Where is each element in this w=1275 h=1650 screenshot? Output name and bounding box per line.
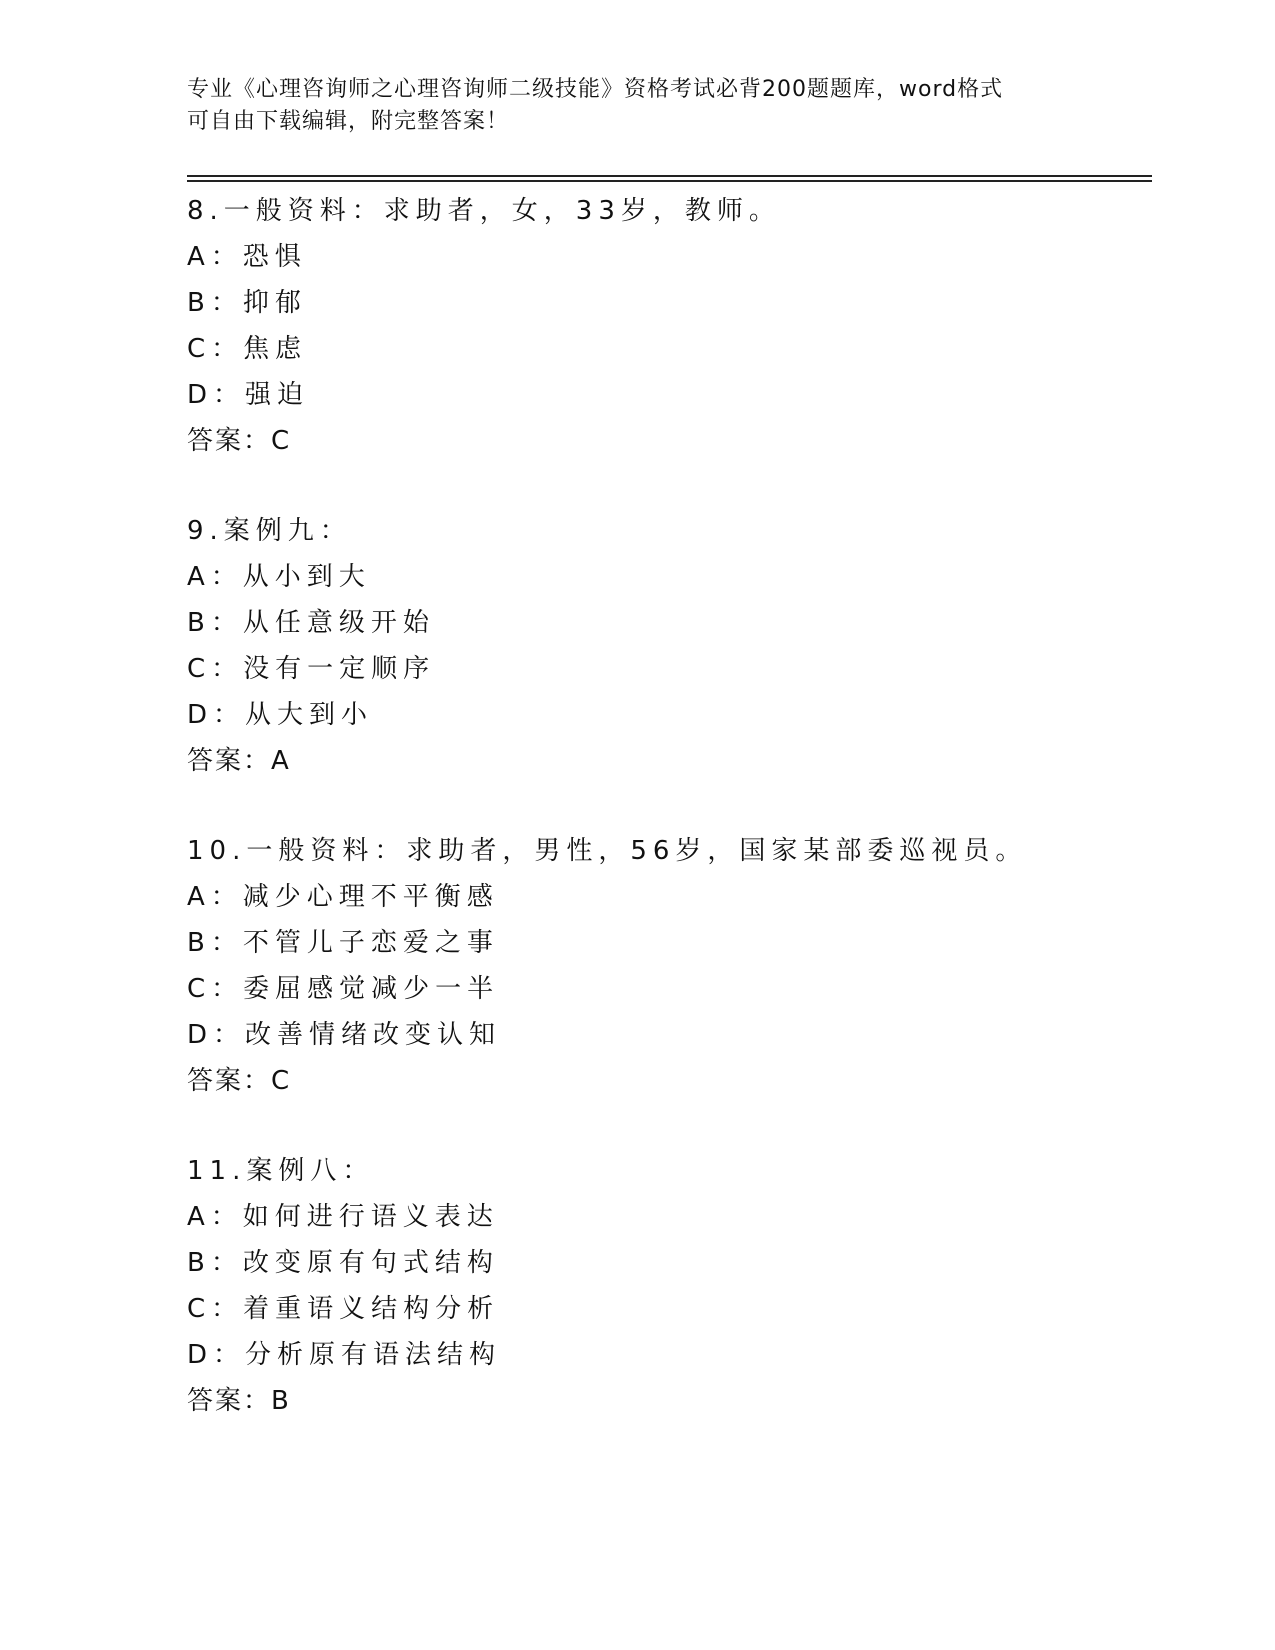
answer-line: 答案：C bbox=[187, 1066, 292, 1096]
question-stem: 8.一般资料：求助者，女，33岁，教师。 bbox=[187, 196, 781, 226]
option-b: B：改变原有句式结构 bbox=[187, 1248, 499, 1278]
answer-line: 答案：B bbox=[187, 1386, 291, 1416]
option-d: D：从大到小 bbox=[187, 700, 374, 730]
option-b: B：抑郁 bbox=[187, 288, 307, 318]
option-d: D：改善情绪改变认知 bbox=[187, 1020, 502, 1050]
header-divider-bottom bbox=[187, 180, 1152, 182]
option-b: B：从任意级开始 bbox=[187, 608, 435, 638]
header-title-line-1: 专业《心理咨询师之心理咨询师二级技能》资格考试必背200题题库，word格式 bbox=[187, 77, 1004, 102]
question-block-9 bbox=[187, 508, 1147, 784]
header-divider-top bbox=[187, 175, 1152, 177]
option-a: A：恐惧 bbox=[187, 242, 307, 272]
header-title-line-2: 可自由下载编辑，附完整答案！ bbox=[187, 109, 510, 134]
question-block-10 bbox=[187, 828, 1147, 1104]
option-c: C：焦虑 bbox=[187, 334, 308, 364]
document-header bbox=[187, 74, 1087, 138]
option-c: C：着重语义结构分析 bbox=[187, 1294, 500, 1324]
question-stem: 11.案例八： bbox=[187, 1156, 375, 1186]
question-block-8 bbox=[187, 188, 1147, 464]
question-stem: 10.一般资料：求助者，男性，56岁，国家某部委巡视员。 bbox=[187, 836, 1028, 866]
option-d: D：分析原有语法结构 bbox=[187, 1340, 502, 1370]
option-a: A：如何进行语义表达 bbox=[187, 1202, 499, 1232]
option-a: A：从小到大 bbox=[187, 562, 371, 592]
option-c: C：委屈感觉减少一半 bbox=[187, 974, 500, 1004]
option-c: C：没有一定顺序 bbox=[187, 654, 436, 684]
option-a: A：减少心理不平衡感 bbox=[187, 882, 499, 912]
answer-line: 答案：C bbox=[187, 426, 292, 456]
question-block-11 bbox=[187, 1148, 1147, 1424]
option-d: D：强迫 bbox=[187, 380, 310, 410]
answer-line: 答案：A bbox=[187, 746, 291, 776]
option-b: B：不管儿子恋爱之事 bbox=[187, 928, 499, 958]
question-stem: 9.案例九： bbox=[187, 516, 352, 546]
